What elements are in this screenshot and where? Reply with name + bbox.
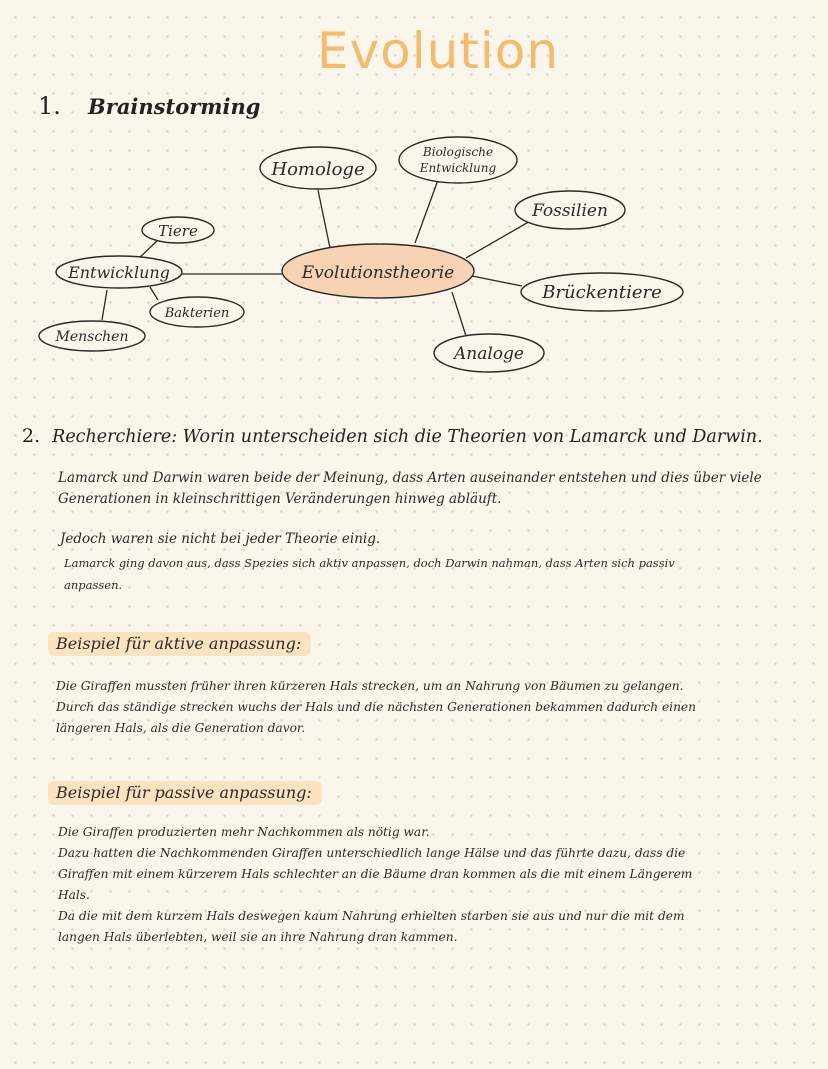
connector-analoge xyxy=(452,292,466,336)
active-example-line: längeren Hals, als die Generation davor. xyxy=(56,721,306,735)
passive-example-line: Da die mit dem kurzem Hals deswegen kaum Nahrung erhielten starben sie aus und nur die mit dem xyxy=(58,909,685,923)
node-biologische-oval xyxy=(399,137,517,183)
passive-example-paragraph xyxy=(58,822,692,948)
section-2-heading xyxy=(22,425,763,447)
lamarck-line-2: anpassen. xyxy=(64,578,123,592)
connector-homologe xyxy=(318,190,330,248)
node-entwicklung-label: Entwicklung xyxy=(68,263,170,282)
connector-biologische-entwicklung xyxy=(415,180,438,243)
section-1-number: 1. xyxy=(38,92,61,120)
connector-tiere xyxy=(138,240,158,259)
passive-example-line: Die Giraffen produzierten mehr Nachkommen als nötig war. xyxy=(58,825,430,839)
intro-paragraph xyxy=(58,468,762,510)
active-example-line: Durch das ständige strecken wuchs der Hals und die nächsten Generationen bekammen dadurch einen xyxy=(56,700,696,714)
lamarck-paragraph xyxy=(64,552,675,596)
node-analoge-label: Analoge xyxy=(454,344,524,364)
passive-example-line: Dazu hatten die Nachkommenden Giraffen unterschiedlich lange Hälse und das führte dazu, dass die xyxy=(58,846,686,860)
passive-example-line: langen Hals überlebten, weil sie an ihre Nahrung dran kammen. xyxy=(58,930,458,944)
page-title: Evolution xyxy=(316,22,560,80)
node-homologe-label: Homologe xyxy=(271,159,365,180)
node-biologische-label-line1: Biologische xyxy=(422,145,494,159)
heading-passive-example: Beispiel für passive anpassung: xyxy=(48,781,322,805)
center-node-label: Evolutionstheorie xyxy=(301,263,455,283)
section-1-title: Brainstorming xyxy=(88,94,261,119)
node-menschen-label: Menschen xyxy=(55,329,129,345)
intro-line-1: Lamarck und Darwin waren beide der Meinung, dass Arten auseinander entstehen und dies über viele xyxy=(58,470,762,486)
node-brueckentiere-label: Brückentiere xyxy=(542,282,662,303)
intro-line-2: Generationen in kleinschrittigen Veränderungen hinweg abläuft. xyxy=(58,491,502,507)
heading-active-example: Beispiel für aktive anpassung: xyxy=(48,632,311,656)
section-2-question: Recherchiere: Worin unterscheiden sich die Theorien von Lamarck und Darwin. xyxy=(52,427,763,447)
connector-brueckentiere xyxy=(472,276,522,286)
node-bakterien-label: Bakterien xyxy=(164,306,230,321)
connector-bakterien xyxy=(150,287,158,300)
connector-fossilien xyxy=(466,220,532,258)
passive-example-line: Giraffen mit einem kürzerem Hals schlechter an die Bäume dran kommen als die mit einem Längerem xyxy=(58,867,693,881)
node-biologische-label-line2: Entwicklung xyxy=(419,161,497,175)
active-example-paragraph xyxy=(56,676,696,739)
active-example-line: Die Giraffen mussten früher ihren kürzeren Hals strecken, um an Nahrung von Bäumen zu gelangen. xyxy=(56,679,684,693)
connector-menschen xyxy=(102,290,107,320)
lamarck-line-1: Lamarck ging davon aus, dass Spezies sich aktiv anpassen, doch Darwin nahman, dass Arten sich passiv xyxy=(64,556,675,570)
node-tiere-label: Tiere xyxy=(158,222,198,240)
passive-example-line: Hals. xyxy=(58,888,90,902)
jedoch-line: Jedoch waren sie nicht bei jeder Theorie einig. xyxy=(60,531,381,547)
section-2-number: 2. xyxy=(22,425,41,447)
mind-map xyxy=(0,0,828,420)
node-fossilien-label: Fossilien xyxy=(532,201,608,221)
